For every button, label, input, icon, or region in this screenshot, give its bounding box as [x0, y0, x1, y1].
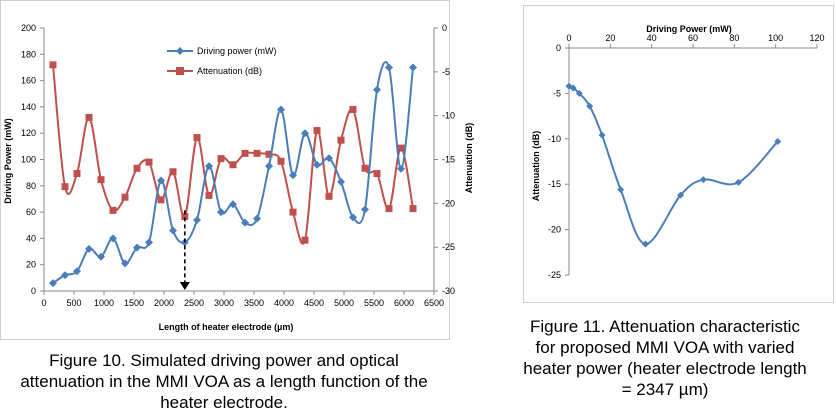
power-point [337, 178, 345, 186]
attenuation-point [410, 205, 417, 212]
figure-11-chart [523, 5, 834, 303]
power-point [217, 208, 225, 216]
legend-power-label: Driving power (mW) [197, 46, 277, 56]
attenuation-point [374, 170, 381, 177]
attenuation-point [206, 192, 213, 199]
attenuation-point [642, 241, 649, 248]
caption-line: heater electrode. [160, 393, 288, 412]
y-tick-label: 200 [20, 23, 36, 33]
power-point [385, 63, 393, 71]
attenuation-point [386, 205, 393, 212]
power-point [409, 63, 417, 71]
attenuation-point [158, 196, 165, 203]
figure-11-caption [495, 316, 835, 400]
attenuation-point [62, 183, 69, 190]
y-tick-label: 180 [20, 49, 36, 60]
x-tick-label: 40 [646, 33, 657, 43]
attenuation-point [242, 150, 249, 157]
attenuation-point [110, 207, 117, 214]
x-tick-label: 6000 [393, 298, 415, 308]
figure-10-plot [1, 1, 474, 339]
attenuation-point [398, 145, 405, 152]
x-tick-label: 0 [41, 298, 47, 308]
x-tick-label: 5000 [333, 298, 355, 308]
y2-tick-label: -20 [442, 198, 456, 209]
attenuation-point [194, 134, 201, 141]
power-series-line [53, 62, 413, 283]
y-tick-label: 80 [25, 180, 36, 191]
attenuation-point [134, 165, 141, 172]
power-point [169, 227, 177, 235]
x-tick-label: 3500 [243, 298, 265, 308]
attenuation-point [362, 165, 369, 172]
figure-11-title: Driving Power (mW) [646, 24, 732, 34]
y-tick-label: -25 [547, 270, 561, 280]
attenuation-point [599, 132, 606, 139]
power-point [397, 165, 405, 173]
y-tick-label: -10 [547, 133, 561, 144]
x-tick-label: 20 [605, 33, 616, 43]
y-tick-label: 120 [20, 128, 36, 139]
y-axis-label: Driving Power (mW) [3, 118, 13, 204]
attenuation-point [146, 159, 153, 166]
attenuation-point [700, 176, 707, 183]
attenuation-point [230, 161, 237, 168]
attenuation-point [74, 170, 81, 177]
x-tick-label: 4500 [303, 298, 325, 308]
y2-tick-label: -30 [442, 286, 456, 296]
legend-power-entry [167, 46, 277, 56]
x-tick-label: 3000 [213, 298, 235, 308]
attenuation-point [338, 137, 345, 144]
attenuation-point [314, 127, 321, 134]
x-tick-label: 500 [66, 298, 82, 308]
power-point [253, 215, 261, 223]
x-tick-label: 5500 [363, 298, 385, 308]
power-point [313, 161, 321, 169]
x-axis-label: Length of heater electrode (µm) [158, 322, 294, 332]
power-point [145, 238, 153, 246]
power-point [61, 271, 69, 279]
y-tick-label: 100 [20, 154, 36, 165]
attenuation-point [290, 209, 297, 216]
attenuation-point [122, 194, 129, 201]
x-tick-label: 2000 [153, 298, 175, 308]
attenuation-point [170, 168, 177, 175]
power-point [373, 86, 381, 94]
attenuation-point [350, 106, 357, 113]
attenuation-series-line [569, 86, 778, 244]
caption-line: Figure 10. Simulated driving power and optical [49, 351, 399, 370]
legend-attenuation-label: Attenuation (dB) [197, 66, 263, 76]
y-tick-label: -15 [547, 179, 561, 190]
attenuation-series-line [53, 65, 413, 244]
caption-line: attenuation in the MMI VOA as a length function of the [20, 372, 428, 391]
caption-line: = 2347 µm) [621, 380, 709, 399]
y-tick-label: 60 [25, 207, 36, 218]
attenuation-point [326, 193, 333, 200]
attenuation-point [254, 150, 261, 157]
y-tick-label: 0 [555, 43, 561, 53]
y-tick-label: 140 [20, 101, 36, 112]
annotation-arrowhead [180, 282, 190, 290]
attenuation-point [617, 186, 624, 193]
caption-line: Figure 11. Attenuation characteristic [530, 317, 800, 336]
y-tick-label: 0 [30, 286, 36, 296]
attenuation-point [50, 61, 57, 68]
attenuation-point [278, 158, 285, 165]
figure-11-y-axis-label: Attenuation (dB) [531, 130, 541, 202]
figure-10-caption [0, 350, 448, 413]
x-tick-label: 100 [768, 33, 784, 43]
caption-line: heater power (heater electrode length [523, 359, 807, 378]
x-tick-label: 60 [687, 33, 699, 43]
y2-tick-label: 0 [442, 23, 448, 33]
power-point [265, 162, 273, 170]
x-tick-label: 80 [729, 33, 740, 43]
y2-tick-label: -15 [442, 154, 456, 165]
y2-tick-label: -5 [442, 66, 451, 77]
x-tick-label: 120 [809, 33, 825, 43]
attenuation-point [98, 176, 105, 183]
y-tick-label: -5 [552, 88, 561, 99]
legend-attenuation-entry [167, 66, 262, 76]
x-tick-label: 4000 [273, 298, 295, 308]
x-tick-label: 6500 [423, 298, 445, 308]
attenuation-point [302, 237, 309, 244]
caption-line: for proposed MMI VOA with varied [535, 338, 795, 357]
x-tick-label: 1000 [93, 298, 115, 308]
figure-10-chart [0, 0, 474, 340]
y2-tick-label: -25 [442, 242, 456, 253]
y2-axis-label: Attenuation (dB) [464, 122, 474, 194]
figure-11-plot [524, 6, 833, 302]
y-tick-label: -20 [547, 224, 561, 235]
y-tick-label: 40 [25, 233, 36, 244]
x-tick-label: 2500 [183, 298, 205, 308]
attenuation-point [218, 155, 225, 162]
figure-10-legend [167, 46, 277, 76]
power-point [361, 205, 369, 213]
y-tick-label: 160 [20, 75, 36, 86]
y-tick-label: 20 [25, 259, 36, 270]
x-tick-label: 1500 [123, 298, 145, 308]
attenuation-point [86, 114, 93, 121]
y2-tick-label: -10 [442, 110, 456, 121]
power-point [193, 216, 201, 224]
x-tick-label: 0 [566, 33, 572, 43]
